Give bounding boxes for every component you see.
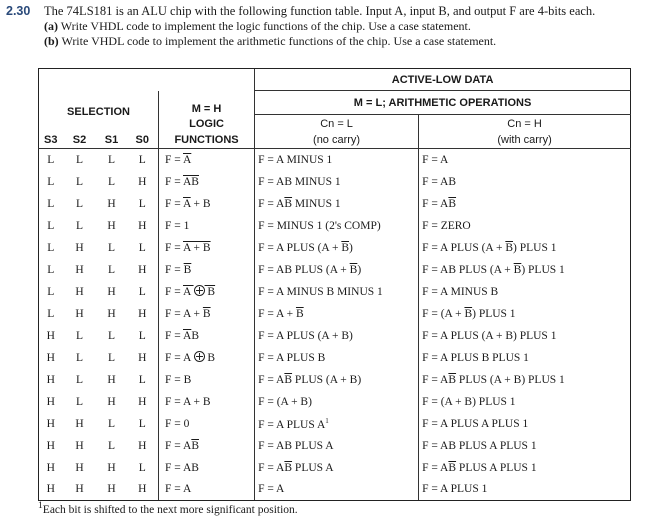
logic-cell: F = 1: [159, 215, 255, 237]
selection-cell-s2: H: [75, 307, 84, 320]
selection-cell-s2: H: [75, 285, 84, 298]
logic-cell: $F = A\overline{B}$: [159, 435, 255, 457]
table-row: [39, 281, 631, 303]
selection-cell-s1: H: [107, 373, 116, 386]
selection-cell-s1: L: [107, 263, 116, 276]
logic-cell: F = AB: [159, 457, 255, 479]
no-carry-cell: F = (A + B): [255, 391, 419, 413]
selection-cell-s1: H: [107, 307, 116, 320]
logic-title-functions: FUNCTIONS: [159, 133, 255, 149]
selection-cell-s0: L: [138, 417, 146, 430]
part-b-label: (b): [44, 34, 59, 48]
selection-cell-s1: L: [107, 329, 116, 342]
table-row: [39, 391, 631, 413]
part-a-label: (a): [44, 19, 58, 33]
part-b-text: Write VHDL code to implement the arithmetic functions of the chip. Use a case statement.: [61, 34, 497, 48]
selection-cell-s0: H: [138, 307, 147, 320]
footnote-mark: 1: [38, 500, 43, 511]
footnote-ref: 1: [325, 416, 329, 425]
selection-cell-s2: H: [75, 263, 84, 276]
no-carry-cell: F = A PLUS (A + B): [255, 325, 419, 347]
selection-cell-s1: H: [107, 461, 116, 474]
selection-cell-s1: H: [97, 479, 127, 501]
logic-cell: F = A + B: [159, 391, 255, 413]
sel-col-s1: S1: [97, 133, 127, 149]
footnote-text: Each bit is shifted to the next more significant position.: [42, 503, 298, 516]
selection-cell-s2: L: [75, 197, 84, 210]
selection-cell-s0: H: [138, 395, 147, 408]
selection-cell-s3: H: [39, 457, 63, 479]
selection-cell-s2: L: [75, 175, 84, 188]
table-row: [39, 237, 631, 259]
no-carry-cell: F = AB MINUS 1: [255, 171, 419, 193]
selection-cell-s3: L: [39, 237, 63, 259]
no-carry-cell: F = A: [255, 479, 419, 501]
selection-cell-s2: L: [75, 153, 84, 166]
selection-cell-s1: L: [107, 417, 116, 430]
table-row: [39, 325, 631, 347]
complement-term: A + B: [183, 241, 211, 254]
arith-title: M = L; ARITHMETIC OPERATIONS: [255, 91, 631, 115]
part-b: [6, 34, 656, 49]
complement-term: $\overline{B}$: [341, 241, 350, 254]
selection-cell-s0: L: [138, 329, 146, 342]
table-row: [39, 413, 631, 435]
active-low-title: ACTIVE-LOW DATA: [255, 69, 631, 91]
with-carry-cell: $F = (A + \overline{B})$ PLUS 1: [419, 303, 631, 325]
sel-col-s2: S2: [63, 133, 97, 149]
no-carry-cell: $F = A\overline{B}$ MINUS 1: [255, 193, 419, 215]
selection-cell-s2: H: [75, 241, 84, 254]
problem-statement: [6, 4, 656, 19]
selection-cell-s3: L: [39, 171, 63, 193]
complement-term: $\overline{AB}$: [183, 175, 199, 188]
xor-symbol: [194, 351, 205, 362]
problem-header: [6, 4, 656, 49]
with-carry-cell: F = A PLUS B PLUS 1: [419, 347, 631, 369]
no-carry-cell: F = MINUS 1 (2's COMP): [255, 215, 419, 237]
logic-cell: $F = \overline{A} + B$: [159, 193, 255, 215]
selection-cell-s3: L: [39, 281, 63, 303]
selection-cell-s0: H: [138, 263, 147, 276]
part-a-text: Write VHDL code to implement the logic functions of the chip. Use a case statement.: [60, 19, 471, 33]
complement-term: $\overline{A}$: [183, 197, 191, 210]
selection-cell-s3: L: [39, 215, 63, 237]
table-row: [39, 435, 631, 457]
selection-cell-s1: H: [107, 219, 116, 232]
selection-cell-s3: L: [39, 193, 63, 215]
selection-cell-s3: H: [39, 435, 63, 457]
logic-cell: F = A: [159, 479, 255, 501]
with-carry-cell: $F = A\overline{B}$: [419, 193, 631, 215]
selection-cell-s3: H: [39, 413, 63, 435]
selection-cell-s3: H: [39, 391, 63, 413]
complement-term: $\overline{B}$: [505, 241, 514, 254]
complement-term: A B: [183, 286, 216, 298]
complement-term: $\overline{B}$: [284, 461, 293, 474]
complement-term: $\overline{B}$: [202, 307, 211, 320]
selection-cell-s0: H: [138, 219, 147, 232]
header-blank: [39, 69, 255, 91]
selection-cell-s1: L: [107, 241, 116, 254]
selection-cell-s2: H: [75, 439, 84, 452]
problem-number: 2.30: [6, 4, 31, 18]
selection-cell-s1: L: [107, 439, 116, 452]
with-carry-cell: F = A: [419, 149, 631, 171]
cn-low-subtitle: (no carry): [255, 133, 419, 149]
no-carry-cell: F = A PLUS $(A + \overline{B})$: [255, 237, 419, 259]
selection-cell-s1: L: [107, 351, 116, 364]
selection-cell-s3: H: [39, 479, 63, 501]
logic-title-m: M = H: [159, 91, 255, 115]
function-table: [38, 68, 631, 501]
selection-cell-s3: L: [39, 303, 63, 325]
selection-cell-s2: L: [75, 219, 84, 232]
table-row: [39, 457, 631, 479]
no-carry-cell: F = A PLUS $A^1$: [255, 413, 419, 435]
table-row: [39, 259, 631, 281]
cn-low-title: Cn = L: [255, 115, 419, 133]
footnote: [38, 500, 298, 516]
with-carry-cell: F = ZERO: [419, 215, 631, 237]
selection-cell-s3: L: [39, 259, 63, 281]
complement-term: $\overline{B}$: [448, 461, 457, 474]
cn-high-subtitle: (with carry): [419, 133, 631, 149]
sel-col-s0: S0: [127, 133, 159, 149]
logic-cell: F = A B: [159, 281, 255, 303]
with-carry-cell: F = AB: [419, 171, 631, 193]
selection-cell-s0: L: [138, 373, 146, 386]
complement-term: $\overline{B}$: [513, 263, 522, 276]
complement-term: $\overline{B}$: [448, 197, 457, 210]
complement-term: $\overline{B}$: [183, 263, 192, 276]
selection-cell-s0: H: [138, 439, 147, 452]
sel-col-s3: S3: [39, 133, 63, 149]
selection-cell-s3: H: [39, 347, 63, 369]
selection-cell-s0: L: [138, 461, 146, 474]
selection-cell-s0: H: [138, 351, 147, 364]
table-row: [39, 193, 631, 215]
complement-term: $\overline{B}$: [284, 197, 293, 210]
complement-term: $\overline{A}$: [183, 329, 192, 342]
selection-cell-s1: H: [107, 395, 116, 408]
no-carry-cell: $F = A\overline{B}$ PLUS A: [255, 457, 419, 479]
complement-term: $\overline{B}$: [448, 373, 457, 386]
cn-high-title: Cn = H: [419, 115, 631, 133]
table-row: [39, 149, 631, 171]
no-carry-cell: F = AB PLUS A: [255, 435, 419, 457]
complement-term: $\overline{B}$: [349, 263, 358, 276]
xor-symbol: [194, 285, 205, 296]
complement-term: $\overline{B}$: [295, 307, 304, 320]
problem-text: The 74LS181 is an ALU chip with the following function table. Input A, input B, and output F are 4-bits each.: [44, 4, 596, 18]
with-carry-cell: F = A PLUS A PLUS 1: [419, 413, 631, 435]
with-carry-cell: F = A MINUS B: [419, 281, 631, 303]
logic-title-logic: LOGIC: [159, 115, 255, 133]
with-carry-cell: F = A PLUS (A + B) PLUS 1: [419, 325, 631, 347]
table-row: [39, 215, 631, 237]
selection-cell-s3: H: [39, 325, 63, 347]
selection-cell-s0: H: [138, 175, 147, 188]
selection-cell-s0: L: [138, 197, 146, 210]
with-carry-cell: F = AB PLUS A PLUS 1: [419, 435, 631, 457]
part-a: [6, 19, 656, 34]
no-carry-cell: F = A MINUS 1: [255, 149, 419, 171]
selection-cell-s2: L: [75, 395, 84, 408]
selection-cell-s3: L: [39, 149, 63, 171]
logic-cell: F = A B: [159, 347, 255, 369]
logic-cell: $F = A + \overline{B}$: [159, 303, 255, 325]
table-row: [39, 347, 631, 369]
table-row: [39, 303, 631, 325]
selection-cell-s2: H: [75, 417, 84, 430]
selection-cell-s2: L: [75, 373, 84, 386]
no-carry-cell: $F = A + \overline{B}$: [255, 303, 419, 325]
logic-cell: F = B: [159, 369, 255, 391]
with-carry-cell: F = A PLUS $(A + \overline{B})$ PLUS 1: [419, 237, 631, 259]
complement-term: $\overline{A}$: [183, 153, 192, 166]
logic-cell: $F = \overline{A}B$: [159, 325, 255, 347]
selection-cell-s2: L: [75, 351, 84, 364]
with-carry-cell: $F = A\overline{B}$ PLUS A PLUS 1: [419, 457, 631, 479]
no-carry-cell: F = A MINUS B MINUS 1: [255, 281, 419, 303]
with-carry-cell: $F = A\overline{B}$ PLUS (A + B) PLUS 1: [419, 369, 631, 391]
table-row: [39, 171, 631, 193]
table-row: [39, 479, 631, 501]
no-carry-cell: F = AB PLUS $(A + \overline{B})$: [255, 259, 419, 281]
complement-term: $\overline{B}$: [284, 373, 293, 386]
logic-cell: F = A + B: [159, 237, 255, 259]
selection-cell-s2: H: [75, 461, 84, 474]
selection-cell-s0: L: [138, 241, 146, 254]
with-carry-cell: F = (A + B) PLUS 1: [419, 391, 631, 413]
selection-cell-s0: H: [127, 479, 159, 501]
complement-term: $\overline{B}$: [191, 439, 199, 452]
selection-cell-s2: H: [63, 479, 97, 501]
selection-cell-s0: L: [138, 153, 146, 166]
function-rows: [39, 149, 631, 501]
selection-cell-s1: H: [107, 197, 116, 210]
selection-cell-s3: H: [39, 369, 63, 391]
no-carry-cell: $F = A\overline{B}$ PLUS (A + B): [255, 369, 419, 391]
selection-cell-s2: L: [75, 329, 84, 342]
selection-title: SELECTION: [39, 91, 159, 133]
selection-cell-s1: H: [107, 285, 116, 298]
table-row: [39, 369, 631, 391]
complement-term: $\overline{B}$: [464, 307, 473, 320]
selection-cell-s1: L: [107, 153, 116, 166]
selection-cell-s0: L: [138, 285, 146, 298]
logic-cell: $F = \overline{B}$: [159, 259, 255, 281]
logic-cell: $F = \overline{A}$: [159, 149, 255, 171]
selection-cell-s1: L: [107, 175, 116, 188]
with-carry-cell: F = AB PLUS $(A + \overline{B})$ PLUS 1: [419, 259, 631, 281]
logic-cell: $F = \overline{AB}$: [159, 171, 255, 193]
no-carry-cell: F = A PLUS B: [255, 347, 419, 369]
with-carry-cell: F = A PLUS 1: [419, 479, 631, 501]
logic-cell: F = 0: [159, 413, 255, 435]
